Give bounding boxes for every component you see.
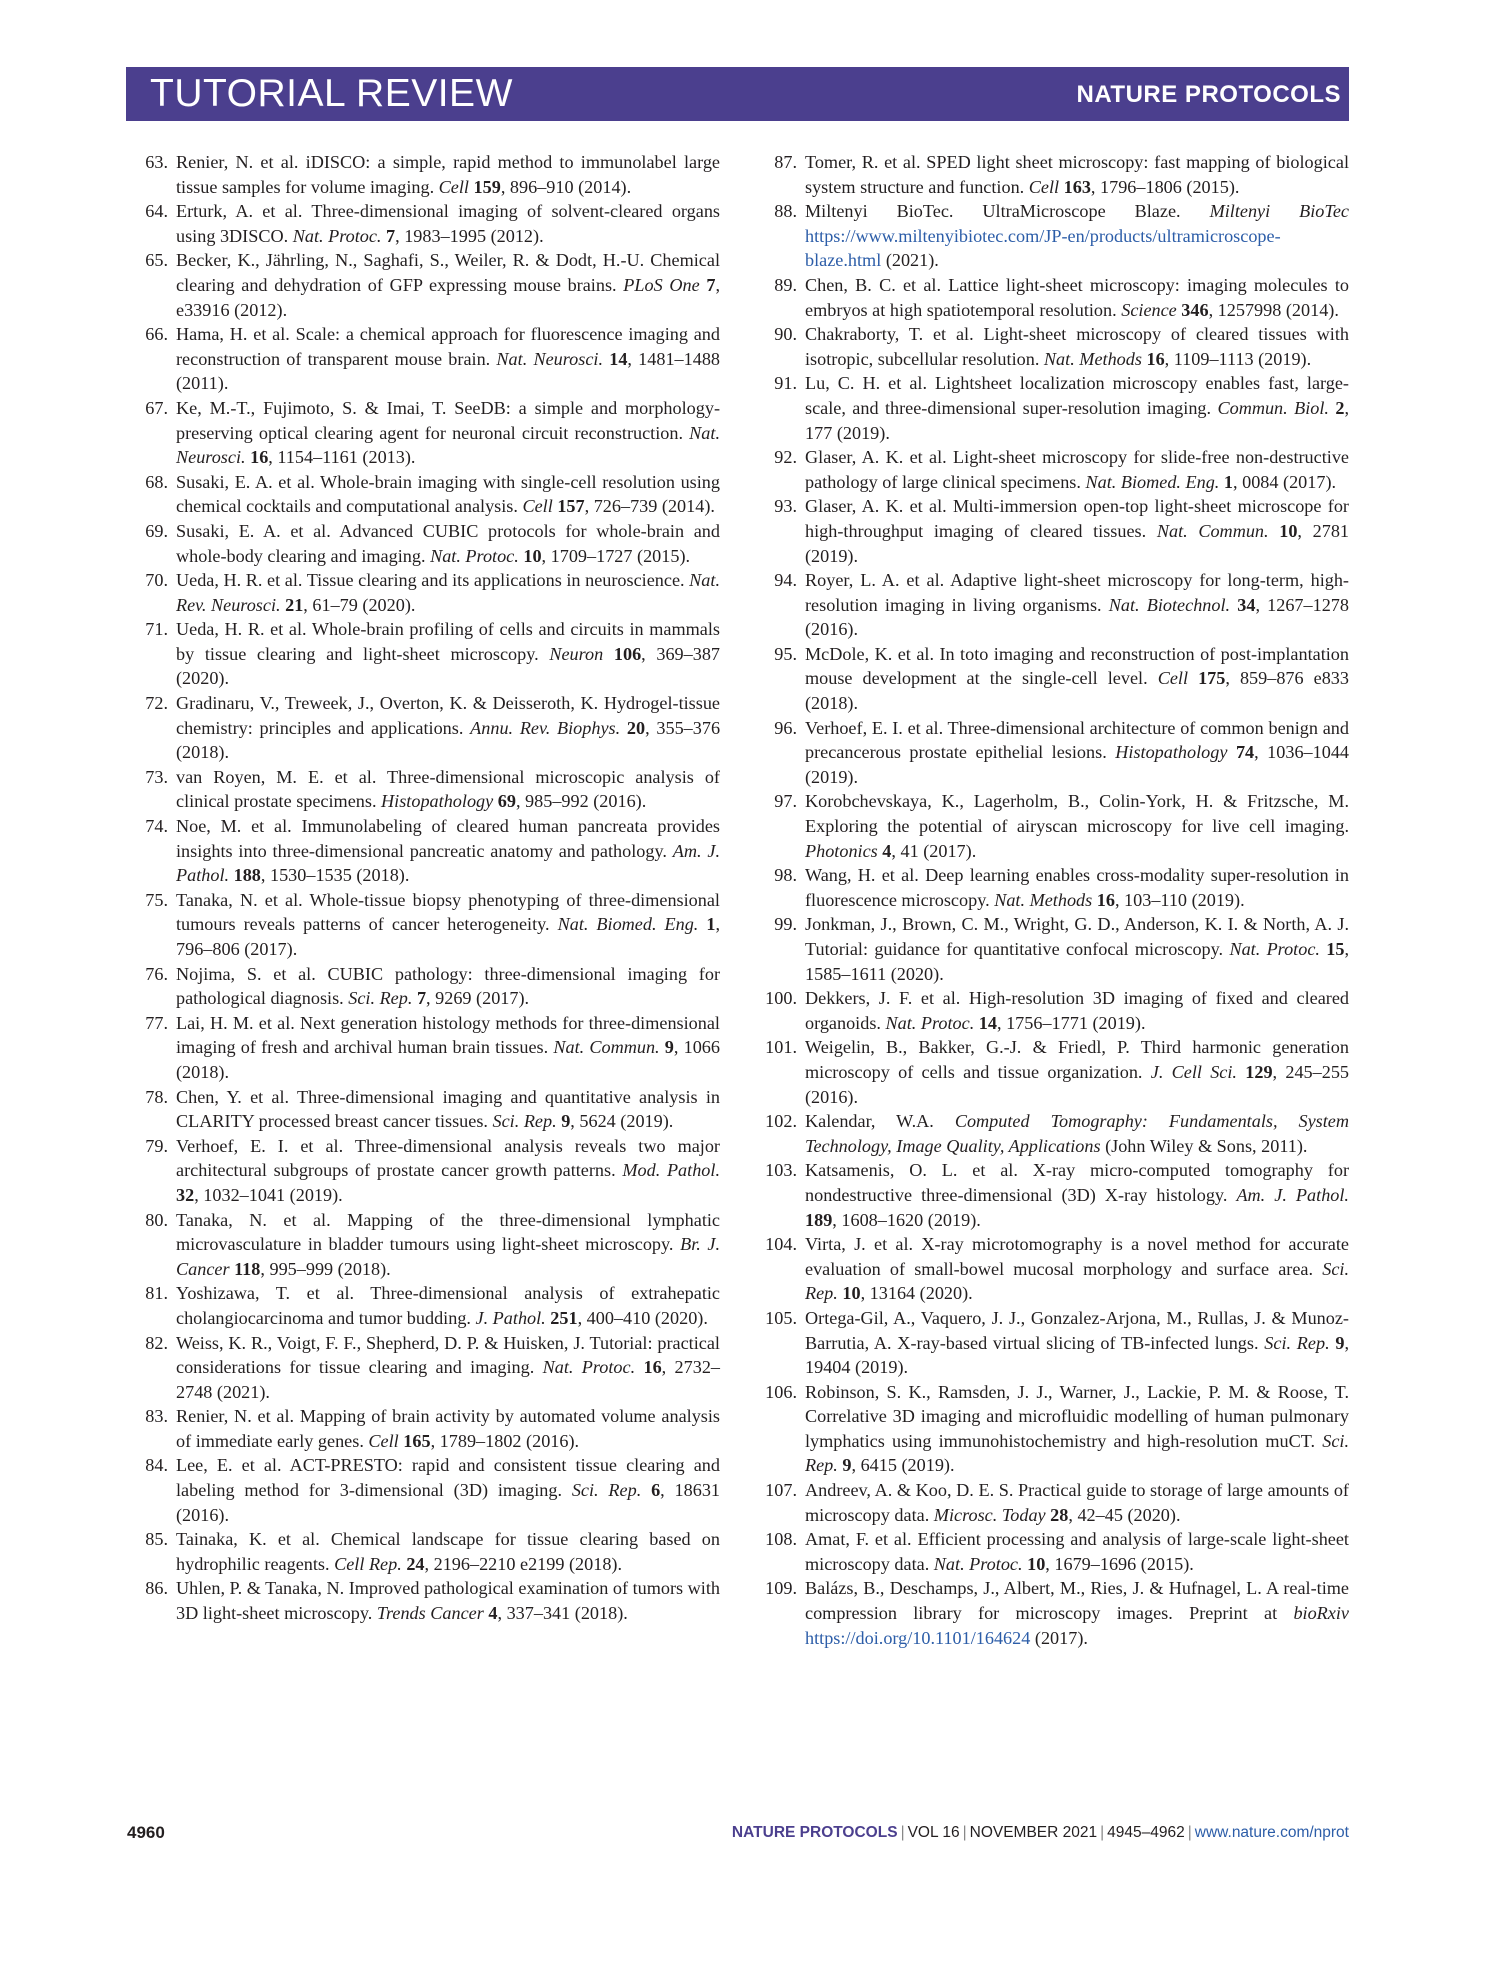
reference-text: Jonkman, J., Brown, C. M., Wright, G. D., Anderson, K. I. & North, A. J. Tutorial: guidance for quantitative confocal microscopy. Nat. Protoc. 15, 1585–1611 (2020).: [805, 914, 1350, 984]
reference-text: Miltenyi BioTec. UltraMicroscope Blaze. Miltenyi BioTec https://www.miltenyibiotec.com/JP-en/products/ultramicroscope-blaze.html (2021).: [805, 201, 1349, 271]
reference-text: Andreev, A. & Koo, D. E. S. Practical guide to storage of large amounts of microscopy data. Microsc. Today 28, 42–45 (2020).: [805, 1480, 1349, 1525]
reference-text: Chen, B. C. et al. Lattice light-sheet microscopy: imaging molecules to embryos at high spatiotemporal resolution. Science 346, 1257998 (2014).: [805, 274, 1349, 320]
reference-number: 78.: [145, 1086, 168, 1107]
reference-text: Royer, L. A. et al. Adaptive light-sheet microscopy for long-term, high-resolution imaging in living organisms. Nat. Biotechnol. 34, 1267–1278 (2016).: [805, 570, 1349, 640]
reference-text: Kalendar, W.A. Computed Tomography: Fundamentals, System Technology, Image Quality, Applications (John Wiley & Sons, 2011).: [805, 1111, 1349, 1156]
reference-text: Lee, E. et al. ACT-PRESTO: rapid and consistent tissue clearing and labeling method for 3-dimensional (3D) imaging. Sci. Rep. 6, 18631 (2016).: [176, 1455, 721, 1525]
reference-number: 82.: [145, 1332, 168, 1353]
reference-number: 106.: [765, 1381, 797, 1402]
reference-number: 72.: [145, 693, 168, 714]
reference-number: 89.: [774, 274, 797, 295]
footer-journal: NATURE PROTOCOLS: [731, 1824, 898, 1841]
reference-number: 88.: [774, 201, 797, 222]
reference-number: 63.: [145, 152, 168, 172]
reference-item: [765, 371, 1349, 445]
reference-item: [136, 1134, 720, 1208]
reference-item: [136, 248, 720, 322]
reference-number: 98.: [774, 865, 797, 886]
reference-number: 64.: [145, 201, 168, 222]
reference-text: Tainaka, K. et al. Chemical landscape for tissue clearing based on hydrophilic reagents. Cell Rep. 24, 2196–2210 e2199 (2018).: [176, 1529, 720, 1574]
reference-text: Tomer, R. et al. SPED light sheet microscopy: fast mapping of biological system structure and function. Cell 163, 1796–1806 (2015).: [805, 152, 1349, 197]
reference-text: Ke, M.-T., Fujimoto, S. & Imai, T. SeeDB: a simple and morphology-preserving optical clearing agent for neuronal circuit reconstruction. Nat. Neurosci. 16, 1154–1161 (2013).: [176, 397, 720, 468]
reference-item: [765, 1527, 1349, 1576]
reference-number: 105.: [765, 1307, 797, 1328]
reference-number: 100.: [765, 988, 797, 1009]
reference-text: Ortega-Gil, A., Vaquero, J. J., Gonzalez-Arjona, M., Rullas, J. & Munoz-Barrutia, A. X-ray-based virtual slicing of TB-infected lungs. Sci. Rep. 9, 19404 (2019).: [805, 1307, 1350, 1378]
footer-volume: VOL 16: [907, 1824, 960, 1841]
reference-item: [765, 912, 1349, 986]
reference-text: Uhlen, P. & Tanaka, N. Improved pathological examination of tumors with 3D light-sheet microscopy. Trends Cancer 4, 337–341 (2018).: [176, 1578, 720, 1624]
reference-item: [136, 1527, 720, 1576]
reference-text: Weiss, K. R., Voigt, F. F., Shepherd, D. P. & Huisken, J. Tutorial: practical considerations for tissue clearing and imaging. Nat. Protoc. 16, 2732–2748 (2021).: [176, 1332, 721, 1402]
reference-item: [765, 1158, 1349, 1232]
reference-number: 103.: [765, 1160, 797, 1181]
reference-number: 109.: [765, 1578, 797, 1599]
reference-item: [136, 1011, 720, 1085]
reference-number: 66.: [145, 324, 168, 345]
reference-item: [136, 470, 720, 519]
reference-text: Amat, F. et al. Efficient processing and analysis of large-scale light-sheet microscopy data. Nat. Protoc. 10, 1679–1696 (2015).: [805, 1529, 1349, 1574]
reference-item: [136, 765, 720, 814]
reference-item: [136, 519, 720, 568]
reference-text: Verhoef, E. I. et al. Three-dimensional architecture of common benign and precancerous prostate epithelial lesions. Histopathology 74, 1036–1044 (2019).: [805, 717, 1350, 787]
reference-text: Dekkers, J. F. et al. High-resolution 3D imaging of fixed and cleared organoids. Nat. Protoc. 14, 1756–1771 (2019).: [805, 988, 1349, 1033]
reference-text: Noe, M. et al. Immunolabeling of cleared human pancreata provides insights into three-dimensional pancreatic anatomy and pathology. Am. J. Pathol. 188, 1530–1535 (2018).: [176, 816, 720, 886]
reference-text: Glaser, A. K. et al. Multi-immersion open-top light-sheet microscope for high-throughput imaging of cleared tissues. Nat. Commun. 10, 2781 (2019).: [805, 496, 1350, 566]
footer-date: NOVEMBER 2021: [969, 1824, 1098, 1841]
reference-item: [136, 1331, 720, 1405]
reference-text: Renier, N. et al. Mapping of brain activity by automated volume analysis of immediate early genes. Cell 165, 1789–1802 (2016).: [176, 1406, 720, 1451]
reference-text: Hama, H. et al. Scale: a chemical approach for fluorescence imaging and reconstruction of transparent mouse brain. Nat. Neurosci. 14, 1481–1488 (2011).: [176, 324, 721, 394]
reference-item: [765, 150, 1349, 199]
reference-text: Wang, H. et al. Deep learning enables cross-modality super-resolution in fluorescence microscopy. Nat. Methods 16, 103–110 (2019).: [805, 865, 1349, 910]
reference-number: 81.: [145, 1283, 168, 1304]
reference-item: [765, 1109, 1349, 1158]
reference-text: Ueda, H. R. et al. Whole-brain profiling of cells and circuits in mammals by tissue clearing and light-sheet microscopy. Neuron 106, 369–387 (2020).: [176, 619, 721, 689]
reference-item: [765, 273, 1349, 322]
reference-text: Glaser, A. K. et al. Light-sheet microscopy for slide-free non-destructive pathology of large clinical specimens. Nat. Biomed. Eng. 1, 0084 (2017).: [805, 447, 1349, 492]
reference-item: [765, 986, 1349, 1035]
reference-text: Katsamenis, O. L. et al. X-ray micro-computed tomography for nondestructive three-dimensional (3D) X-ray histology. Am. J. Pathol. 189, 1608–1620 (2019).: [805, 1160, 1349, 1230]
reference-number: 97.: [774, 791, 797, 812]
reference-number: 99.: [774, 914, 797, 935]
reference-item: [136, 962, 720, 1011]
reference-number: 70.: [145, 570, 168, 591]
reference-item: [136, 888, 720, 962]
reference-item: [765, 1576, 1349, 1650]
reference-number: 84.: [145, 1455, 168, 1476]
reference-item: [136, 322, 720, 396]
reference-item: [765, 789, 1349, 863]
reference-item: [136, 617, 720, 691]
reference-text: Susaki, E. A. et al. Whole-brain imaging with single-cell resolution using chemical cocktails and computational analysis. Cell 157, 726–739 (2014).: [176, 471, 720, 517]
reference-number: 77.: [145, 1012, 168, 1033]
reference-number: 75.: [145, 889, 168, 910]
footer-url-link[interactable]: www.nature.com/nprot: [1194, 1824, 1349, 1841]
reference-item: [765, 322, 1349, 371]
footer-citation: NATURE PROTOCOLS | VOL 16 | NOVEMBER 2021 | 4945–4962 | www.nature.com/nprot: [731, 1824, 1349, 1841]
reference-item: [136, 568, 720, 617]
reference-item: [136, 1453, 720, 1527]
reference-number: 65.: [145, 250, 168, 271]
footer-pages: 4945–4962: [1107, 1824, 1185, 1841]
reference-link[interactable]: https://www.miltenyibiotec.com/JP-en/products/ultramicroscope-blaze.html: [805, 225, 1281, 271]
reference-text: Becker, K., Jährling, N., Saghafi, S., Weiler, R. & Dodt, H.-U. Chemical clearing and dehydration of GFP expressing mouse brains. PLoS One 7, e33916 (2012).: [176, 250, 720, 320]
reference-number: 73.: [145, 766, 168, 787]
reference-item: [765, 1035, 1349, 1109]
reference-number: 91.: [774, 373, 797, 394]
section-title: TUTORIAL REVIEW: [150, 72, 513, 115]
reference-item: [765, 716, 1349, 790]
reference-number: 101.: [765, 1037, 797, 1058]
reference-number: 69.: [145, 520, 168, 541]
reference-text: Erturk, A. et al. Three-dimensional imaging of solvent-cleared organs using 3DISCO. Nat. Protoc. 7, 1983–1995 (2012).: [176, 201, 720, 246]
reference-number: 86.: [145, 1578, 168, 1599]
reference-item: [765, 1478, 1349, 1527]
reference-number: 93.: [774, 496, 797, 517]
reference-text: Ueda, H. R. et al. Tissue clearing and its applications in neuroscience. Nat. Rev. Neurosci. 21, 61–79 (2020).: [176, 570, 720, 615]
reference-number: 87.: [774, 152, 797, 172]
reference-text: van Royen, M. E. et al. Three-dimensional microscopic analysis of clinical prostate specimens. Histopathology 69, 985–992 (2016).: [176, 766, 720, 812]
reference-number: 95.: [774, 643, 797, 664]
reference-item: [136, 1576, 720, 1625]
reference-text: Gradinaru, V., Treweek, J., Overton, K. & Deisseroth, K. Hydrogel-tissue chemistry: principles and applications. Annu. Rev. Biophys. 20, 355–376 (2018).: [176, 693, 721, 763]
reference-item: [136, 396, 720, 470]
reference-item: [136, 1281, 720, 1330]
reference-text: Balázs, B., Deschamps, J., Albert, M., Ries, J. & Hufnagel, L. A real-time compression library for microscopy images. Preprint at bioRxiv https://doi.org/10.1101/164624 (2017).: [805, 1578, 1349, 1648]
reference-text: Nojima, S. et al. CUBIC pathology: three-dimensional imaging for pathological diagnosis. Sci. Rep. 7, 9269 (2017).: [176, 963, 720, 1009]
reference-text: Weigelin, B., Bakker, G.-J. & Friedl, P. Third harmonic generation microscopy of cells and tissue organization. J. Cell Sci. 129, 245–255 (2016).: [805, 1037, 1349, 1107]
references-column-right: [765, 150, 1349, 1650]
reference-text: Virta, J. et al. X-ray microtomography is a novel method for accurate evaluation of small-bowel mucosal morphology and surface area. Sci. Rep. 10, 13164 (2020).: [805, 1234, 1349, 1304]
reference-text: Tanaka, N. et al. Mapping of the three-dimensional lymphatic microvasculature in bladder tumours using light-sheet microscopy. Br. J. Cancer 118, 995–999 (2018).: [176, 1209, 721, 1279]
reference-item: [765, 1380, 1349, 1478]
journal-name: NATURE PROTOCOLS: [1076, 81, 1341, 108]
reference-item: [136, 691, 720, 765]
reference-number: 107.: [765, 1480, 797, 1501]
reference-number: 104.: [765, 1234, 797, 1255]
reference-number: 68.: [145, 471, 168, 492]
reference-number: 76.: [145, 963, 168, 984]
references-column-left: [136, 150, 720, 1626]
reference-number: 67.: [145, 397, 168, 418]
reference-number: 80.: [145, 1209, 168, 1230]
reference-item: [136, 814, 720, 888]
reference-link[interactable]: https://doi.org/10.1101/164624: [805, 1627, 1031, 1648]
reference-item: [765, 199, 1349, 273]
reference-text: Susaki, E. A. et al. Advanced CUBIC protocols for whole-brain and whole-body clearing and imaging. Nat. Protoc. 10, 1709–1727 (2015).: [176, 520, 720, 566]
reference-item: [765, 1306, 1349, 1380]
reference-number: 85.: [145, 1529, 168, 1550]
reference-item: [136, 1085, 720, 1134]
reference-item: [765, 568, 1349, 642]
reference-text: Lai, H. M. et al. Next generation histology methods for three-dimensional imaging of fresh and archival human brain tissues. Nat. Commun. 9, 1066 (2018).: [176, 1012, 720, 1082]
reference-number: 74.: [145, 816, 168, 837]
reference-number: 79.: [145, 1135, 168, 1156]
reference-item: [765, 642, 1349, 716]
reference-item: [136, 1404, 720, 1453]
reference-text: Yoshizawa, T. et al. Three-dimensional analysis of extrahepatic cholangiocarcinoma and tumor budding. J. Pathol. 251, 400–410 (2020).: [176, 1283, 720, 1328]
reference-item: [136, 150, 720, 199]
reference-item: [765, 445, 1349, 494]
reference-number: 94.: [774, 570, 797, 591]
reference-number: 92.: [774, 447, 797, 468]
page-number: 4960: [127, 1823, 165, 1842]
reference-item: [765, 494, 1349, 568]
reference-item: [136, 1208, 720, 1282]
reference-text: Tanaka, N. et al. Whole-tissue biopsy phenotyping of three-dimensional tumours reveals patterns of cancer heterogeneity. Nat. Biomed. Eng. 1, 796–806 (2017).: [176, 889, 720, 959]
reference-number: 96.: [774, 717, 797, 738]
reference-number: 108.: [765, 1529, 797, 1550]
reference-number: 71.: [145, 619, 168, 640]
reference-text: Chakraborty, T. et al. Light-sheet microscopy of cleared tissues with isotropic, subcellular resolution. Nat. Methods 16, 1109–1113 (2019).: [805, 324, 1349, 369]
reference-text: Chen, Y. et al. Three-dimensional imaging and quantitative analysis in CLARITY processed breast cancer tissues. Sci. Rep. 9, 5624 (2019).: [176, 1086, 720, 1132]
reference-text: Korobchevskaya, K., Lagerholm, B., Colin-York, H. & Fritzsche, M. Exploring the potential of airyscan microscopy for live cell imaging. Photonics 4, 41 (2017).: [805, 791, 1349, 861]
reference-text: Robinson, S. K., Ramsden, J. J., Warner, J., Lackie, P. M. & Roose, T. Correlative 3D imaging and microfluidic modelling of human pulmonary lymphatics using immunohistochemistry and high-resolution muCT. Sci. Rep. 9, 6415 (2019).: [805, 1381, 1349, 1476]
reference-text: Lu, C. H. et al. Lightsheet localization microscopy enables fast, large-scale, and three-dimensional super-resolution imaging. Commun. Biol. 2, 177 (2019).: [805, 373, 1350, 443]
reference-text: Renier, N. et al. iDISCO: a simple, rapid method to immunolabel large tissue samples for volume imaging. Cell 159, 896–910 (2014).: [176, 152, 720, 197]
reference-number: 102.: [765, 1111, 797, 1132]
reference-item: [765, 863, 1349, 912]
reference-text: Verhoef, E. I. et al. Three-dimensional analysis reveals two major architectural subgroups of prostate cancer growth patterns. Mod. Pathol. 32, 1032–1041 (2019).: [176, 1135, 720, 1205]
reference-item: [765, 1232, 1349, 1306]
reference-number: 83.: [145, 1406, 168, 1427]
reference-number: 90.: [774, 324, 797, 345]
reference-item: [136, 199, 720, 248]
reference-text: McDole, K. et al. In toto imaging and reconstruction of post-implantation mouse development at the single-cell level. Cell 175, 859–876 e833 (2018).: [805, 643, 1349, 714]
